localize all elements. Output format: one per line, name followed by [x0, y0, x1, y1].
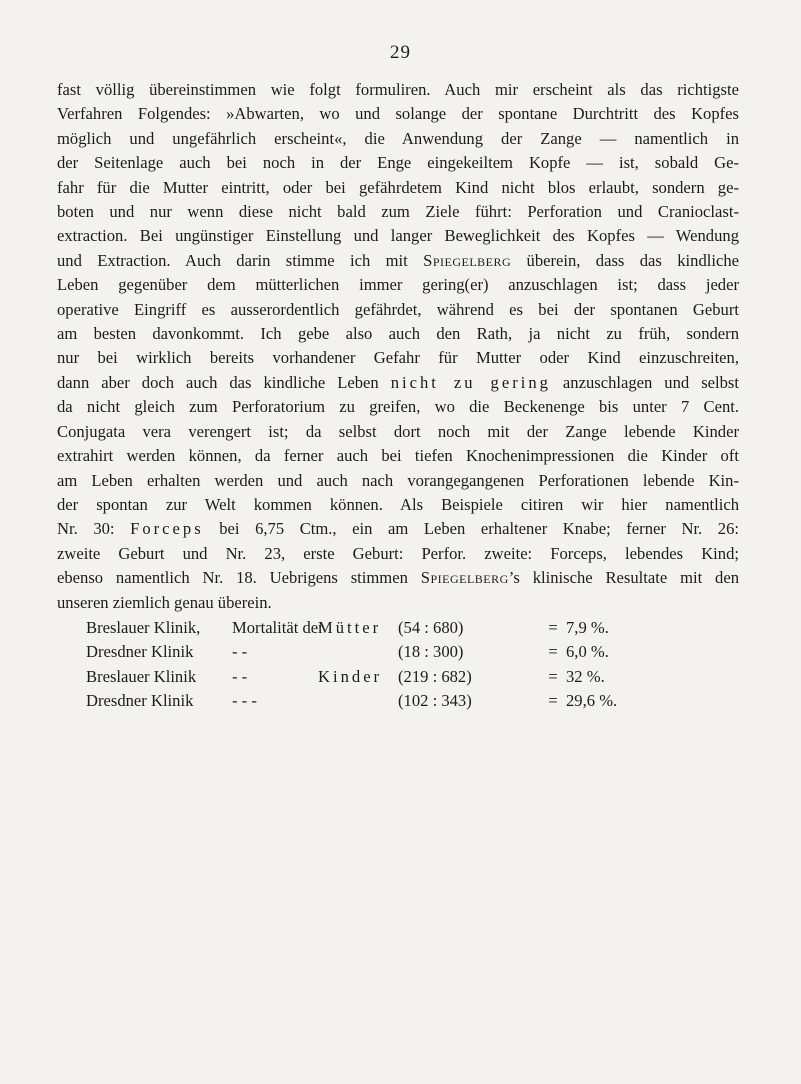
text-line	[57, 517, 739, 541]
text-line	[57, 371, 739, 395]
text-line: Verfahren Folgendes: »Abwarten, wo und solange der spontane Durchtritt des Kopfes	[57, 104, 739, 124]
equals-sign: =	[548, 618, 558, 637]
stat-group: Kinder	[318, 666, 383, 686]
text-fragment: ’s klinische Resultate mit den	[508, 568, 739, 588]
stat-label: Mortalität der	[232, 618, 324, 637]
stat-group	[318, 640, 398, 664]
text-line: am Leben erhalten werden und auch nach vorangegangenen Perforationen lebende Kin-	[57, 470, 739, 490]
stat-ratio: (18 : 300)	[398, 642, 464, 662]
text-fragment: und Extraction. Auch darin stimme ich mit	[57, 250, 424, 270]
text-fragment: ebenso namentlich Nr. 18. Uebrigens stimmen	[57, 568, 421, 588]
text-line: unseren ziemlich genau überein.	[57, 592, 272, 612]
stat-percent: 29,6 %.	[566, 691, 618, 711]
stat-row	[86, 689, 646, 713]
text-fragment: anzuschlagen und selbst	[550, 372, 739, 392]
text-fragment: überein, dass das kindliche	[511, 250, 739, 270]
text-line: da nicht gleich zum Perforatorium zu greifen, wo die Beckenenge bis unter 7 Cent.	[57, 397, 739, 417]
stat-row	[86, 665, 646, 689]
stat-row	[86, 616, 646, 640]
author-name-smallcaps: Spiegelberg	[420, 568, 509, 588]
page-number: 29	[390, 42, 411, 63]
stat-group: Mütter	[318, 618, 382, 637]
stat-row	[86, 640, 646, 664]
clinic-name: Dresdner Klinik	[86, 642, 194, 662]
stat-ratio: (102 : 343)	[398, 691, 472, 711]
text-fragment: Nr. 30:	[57, 519, 131, 539]
text-line: möglich und ungefährlich erscheint«, die Anwendung der Zange — namentlich in	[57, 128, 739, 148]
author-name-smallcaps: Spiegelberg	[423, 250, 512, 270]
stat-label: - -	[232, 666, 248, 686]
text-line: boten und nur wenn diese nicht bald zum Ziele führt: Perforation und Cranioclast-	[57, 202, 739, 222]
mortality-statistics	[86, 616, 646, 714]
text-line: extrahirt werden können, da ferner auch bei tiefen Knochenimpressionen die Kinder oft	[57, 446, 739, 466]
stat-ratio: (219 : 682)	[398, 666, 472, 686]
clinic-name: Breslauer Klinik	[86, 666, 197, 686]
text-line: zweite Geburt und Nr. 23, erste Geburt: Perfor. zweite: Forceps, lebendes Kind;	[57, 543, 739, 563]
stat-percent: 32 %.	[566, 666, 605, 686]
text-line: extraction. Bei ungünstiger Einstellung und langer Beweglichkeit des Kopfes — Wendung	[57, 226, 739, 246]
clinic-name: Breslauer Klinik,	[86, 618, 201, 637]
text-line: Conjugata vera verengert ist; da selbst dort noch mit der Zange lebende Kinder	[57, 421, 739, 441]
text-line: der Seitenlage auch bei noch in der Enge eingekeiltem Kopfe — ist, sobald Ge-	[57, 153, 739, 173]
text-line: nur bei wirklich bereits vorhandener Gefahr für Mutter oder Kind einzuschreiten,	[57, 348, 739, 368]
text-line	[57, 566, 739, 590]
stat-label: - - -	[232, 691, 257, 711]
equals-sign: =	[548, 666, 558, 686]
text-line: operative Eingriff es ausserordentlich gefährdet, während es bei der spontanen Geburt	[57, 299, 739, 319]
text-line	[57, 249, 739, 273]
stat-percent: 7,9 %.	[566, 618, 609, 637]
text-line: der spontan zur Welt kommen können. Als Beispiele citiren wir hier namentlich	[57, 494, 739, 514]
text-line: fahr für die Mutter eintritt, oder bei gefährdetem Kind nicht blos erlaubt, sondern ge-	[57, 177, 739, 197]
emphasis-spaced: Forceps	[130, 519, 204, 539]
main-paragraph	[57, 78, 739, 615]
text-fragment: bei 6,75 Ctm., ein am Leben erhaltener Knabe; ferner Nr. 26:	[203, 519, 739, 539]
text-line: Leben gegenüber dem mütterlichen immer gering(er) anzuschlagen ist; dass jeder	[57, 275, 739, 295]
stat-ratio: (54 : 680)	[398, 618, 464, 637]
equals-sign: =	[548, 642, 558, 662]
clinic-name: Dresdner Klinik	[86, 691, 194, 711]
text-line: am besten davonkommt. Ich gebe also auch den Rath, ja nicht zu früh, sondern	[57, 324, 739, 344]
stat-group	[318, 689, 398, 713]
stat-label: - -	[232, 642, 248, 662]
text-line: fast völlig übereinstimmen wie folgt formuliren. Auch mir erscheint als das richtigste	[57, 80, 739, 99]
stat-percent: 6,0 %.	[566, 642, 609, 662]
text-fragment: dann aber doch auch das kindliche Leben	[57, 372, 391, 392]
equals-sign: =	[548, 691, 558, 711]
emphasis-spaced: nicht zu gering	[390, 372, 551, 392]
